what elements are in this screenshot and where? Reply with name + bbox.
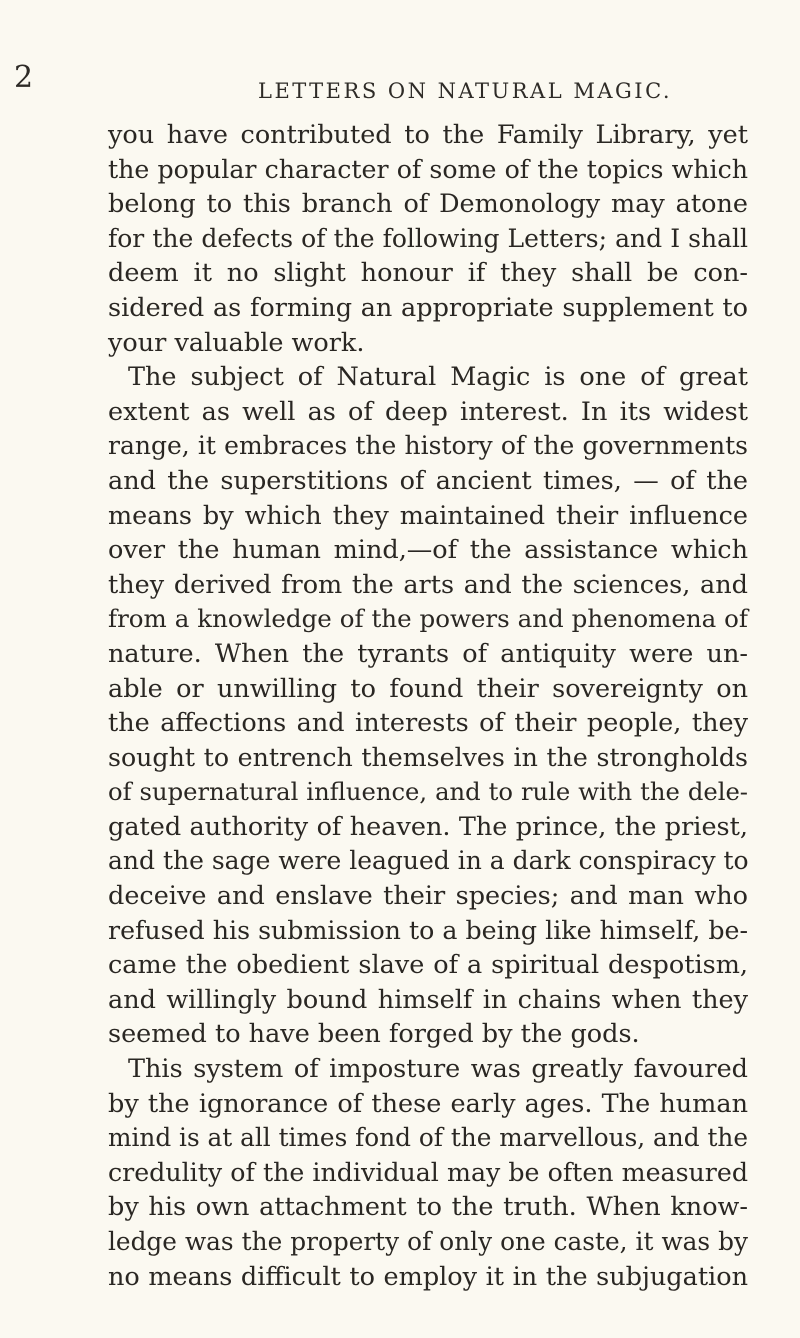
- text-line: nature. When the tyrants of antiquity were un-: [108, 638, 748, 669]
- running-title: LETTERS ON NATURAL MAGIC.: [258, 79, 673, 103]
- body-text: [108, 118, 748, 1294]
- text-line: by the ignorance of these early ages. The human: [108, 1088, 748, 1119]
- text-line: mind is at all times fond of the marvellous, and the: [108, 1123, 748, 1153]
- text-line: the popular character of some of the topics which: [108, 154, 748, 184]
- text-line: and the superstitions of ancient times, — of the: [108, 465, 748, 496]
- text-line: the affections and interests of their people, they: [108, 708, 748, 739]
- text-line: from a knowledge of the powers and phenomena of: [108, 604, 748, 634]
- page-number: 2: [14, 60, 34, 95]
- text-line: credulity of the individual may be often measured: [108, 1157, 748, 1187]
- text-line: ledge was the property of only one caste, it was by: [108, 1227, 748, 1256]
- text-line: came the obedient slave of a spiritual despotism,: [108, 950, 748, 981]
- text-line: This system of imposture was greatly favoured: [128, 1054, 748, 1085]
- text-line: you have contributed to the Family Library, yet: [108, 120, 748, 150]
- text-line: gated authority of heaven. The prince, the priest,: [108, 811, 748, 842]
- text-line: able or unwilling to found their sovereignty on: [108, 673, 748, 704]
- text-line: by his own attachment to the truth. When know-: [108, 1192, 748, 1223]
- text-line: sidered as forming an appropriate supplement to: [108, 292, 748, 323]
- text-line: deem it no slight honour if they shall be con-: [108, 258, 748, 289]
- text-line: The subject of Natural Magic is one of great: [128, 362, 748, 393]
- text-line: seemed to have been forged by the gods.: [108, 1019, 640, 1050]
- text-line: your valuable work.: [108, 327, 365, 358]
- text-line: they derived from the arts and the sciences, and: [108, 569, 748, 600]
- text-line: no means difficult to employ it in the subjugation: [108, 1261, 748, 1292]
- text-line: belong to this branch of Demonology may atone: [108, 189, 748, 220]
- text-line: means by which they maintained their influence: [108, 500, 748, 531]
- text-line: refused his submission to a being like himself, be-: [108, 915, 748, 945]
- text-line: and willingly bound himself in chains when they: [108, 984, 748, 1015]
- text-line: range, it embraces the history of the governments: [108, 431, 748, 461]
- text-line: extent as well as of deep interest. In its widest: [108, 396, 748, 427]
- text-line: of supernatural influence, and to rule with the dele-: [108, 777, 748, 807]
- text-line: sought to entrench themselves in the strongholds: [108, 742, 748, 772]
- text-line: and the sage were leagued in a dark conspiracy to: [108, 846, 749, 876]
- text-line: over the human mind,—of the assistance which: [108, 535, 748, 566]
- text-line: for the defects of the following Letters; and I shall: [108, 223, 748, 253]
- text-line: deceive and enslave their species; and man who: [108, 881, 748, 912]
